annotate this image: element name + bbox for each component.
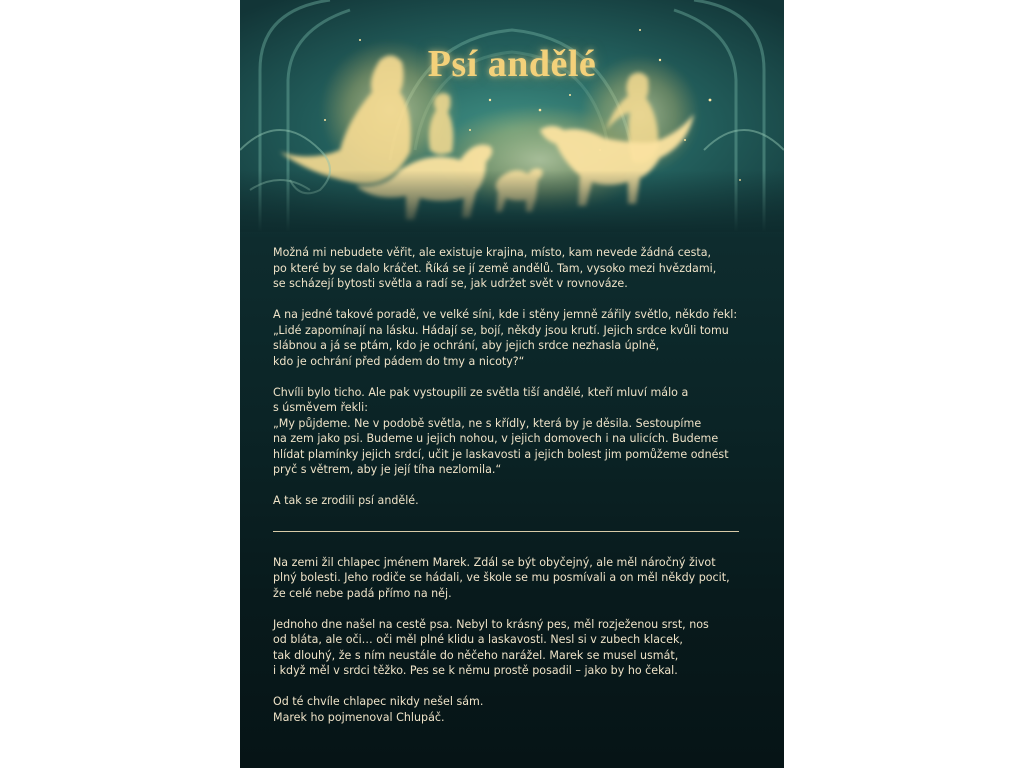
story-page xyxy=(240,0,784,768)
text-line: Možná mi nebudete věřit, ale existuje krajina, místo, kam nevede žádná cesta, xyxy=(273,246,712,259)
paragraph xyxy=(273,307,753,369)
text-line: i když měl v srdci těžko. Pes se k němu prostě posadil – jako by ho čekal. xyxy=(273,664,678,677)
text-line: Chvíli bylo ticho. Ale pak vystoupili ze světla tiší andělé, kteří mluví málo a xyxy=(273,385,689,399)
text-line: Na zemi žil chlapec jménem Marek. Zdál se být obyčejný, ale měl náročný život xyxy=(273,555,716,569)
text-line: Od té chvíle chlapec nikdy nešel sám. xyxy=(273,695,484,708)
text-line: s úsměvem řekli: xyxy=(273,401,368,414)
paragraph xyxy=(273,493,753,509)
section-divider xyxy=(273,531,739,532)
text-line: slábnou a já se ptám, kdo je ochrání, aby jejich srdce nezhasla úplně, xyxy=(273,339,660,352)
text-line: pryč s větrem, aby je její tíha nezlomila.“ xyxy=(273,463,502,476)
paragraph xyxy=(273,694,753,725)
text-line: A tak se zrodili psí andělé. xyxy=(273,494,419,507)
paragraph xyxy=(273,617,753,679)
text-line: „My půjdeme. Ne v podobě světla, ne s křídly, která by je děsila. Sestoupíme xyxy=(273,416,702,430)
text-line: plný bolesti. Jeho rodiče se hádali, ve škole se mu posmívali a on měl někdy pocit, xyxy=(273,571,730,584)
text-line: po které by se dalo kráčet. Říká se jí země andělů. Tam, vysoko mezi hvězdami, xyxy=(273,261,717,275)
text-line: že celé nebe padá přímo na něj. xyxy=(273,586,452,600)
text-line: se scházejí bytosti světla a radí se, jak udržet svět v rovnováze. xyxy=(273,277,628,290)
text-line: na zem jako psi. Budeme u jejich nohou, v jejich domovech i na ulicích. Budeme xyxy=(273,432,719,445)
paragraph xyxy=(273,385,753,478)
text-line: Marek ho pojmenoval Chlupáč. xyxy=(273,710,445,724)
story-part-two xyxy=(273,555,753,726)
text-line: od bláta, ale oči… oči měl plné klidu a laskavosti. Nesl si v zubech klacek, xyxy=(273,633,683,646)
story-title: Psí andělé xyxy=(427,43,597,85)
header-illustration xyxy=(240,0,784,232)
paragraph xyxy=(273,555,753,602)
text-line: „Lidé zapomínají na lásku. Hádají se, bojí, někdy jsou krutí. Jejich srdce kvůli tomu xyxy=(273,323,729,337)
paragraph xyxy=(273,245,753,292)
text-line: hlídat plamínky jejich srdcí, učit je laskavosti a jejich bolest jim pomůžeme odnést xyxy=(273,447,729,461)
text-line: kdo je ochrání před pádem do tmy a nicoty?“ xyxy=(273,354,525,368)
text-line: A na jedné takové poradě, ve velké síni, kde i stěny jemně zářily světlo, někdo řekl: xyxy=(273,308,738,321)
text-line: Jednoho dne našel na cestě psa. Nebyl to krásný pes, měl rozježenou srst, nos xyxy=(273,617,709,631)
story-text xyxy=(273,245,753,725)
text-line: tak dlouhý, že s ním neustále do něčeho narážel. Marek se musel usmát, xyxy=(273,648,679,662)
angel-dogs-illustration xyxy=(240,0,784,232)
